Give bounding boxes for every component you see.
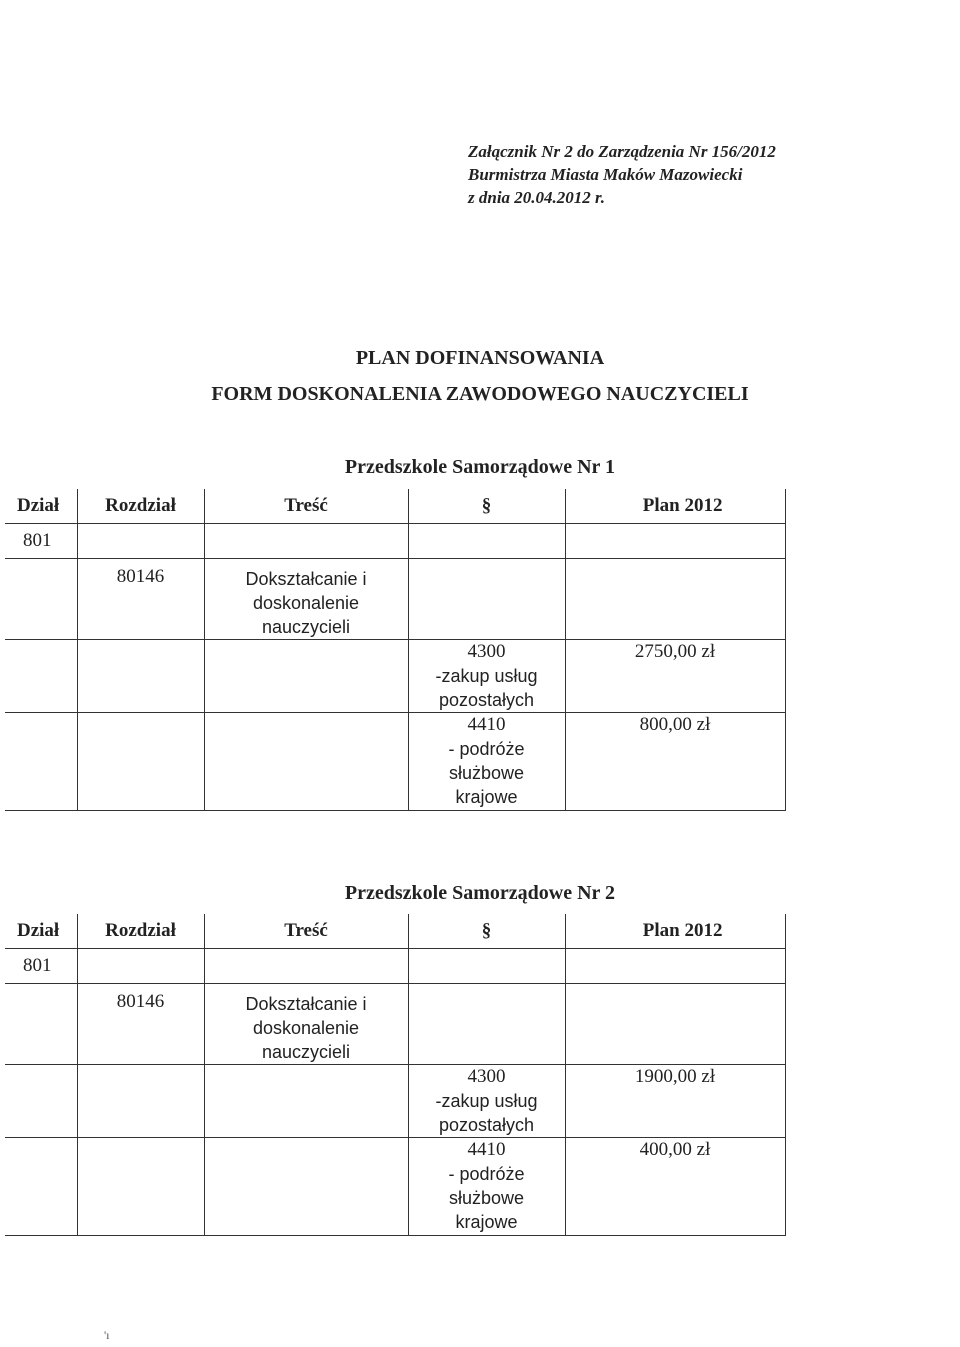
dzial-cell: 801 bbox=[5, 949, 77, 984]
paragraf-code: 4300 bbox=[467, 1066, 506, 1087]
paragraf-code: 4300 bbox=[467, 641, 506, 662]
empty-cell bbox=[5, 559, 77, 640]
column-header-plan: Plan 2012 bbox=[565, 489, 785, 524]
empty-cell bbox=[5, 1065, 77, 1138]
empty-cell bbox=[565, 949, 785, 984]
empty-cell bbox=[204, 1065, 408, 1138]
empty-cell bbox=[565, 984, 785, 1065]
paragraf-desc-line: służbowe bbox=[448, 1188, 525, 1208]
empty-cell bbox=[565, 559, 785, 640]
plan-amount: 1900,00 zł bbox=[565, 1065, 785, 1138]
empty-cell bbox=[204, 524, 408, 559]
paragraf-code: 4410 bbox=[467, 714, 506, 735]
empty-cell bbox=[77, 1138, 204, 1236]
column-header-rozdzial: Rozdział bbox=[77, 489, 204, 524]
empty-cell bbox=[204, 640, 408, 713]
table-row bbox=[5, 1138, 785, 1236]
empty-cell bbox=[5, 640, 77, 713]
table-row bbox=[5, 984, 785, 1065]
paragraf-desc-line: - podróże bbox=[448, 1164, 525, 1184]
paragraf-code: 4410 bbox=[467, 1139, 506, 1160]
rozdzial-cell: 80146 bbox=[77, 984, 204, 1065]
table-header-row bbox=[5, 489, 785, 524]
empty-cell bbox=[5, 713, 77, 811]
empty-cell bbox=[408, 949, 565, 984]
paragraf-desc-line: -zakup usług bbox=[435, 1091, 538, 1111]
paragraf-desc-line: krajowe bbox=[455, 1212, 518, 1232]
empty-cell bbox=[5, 984, 77, 1065]
tresc-line: doskonalenie bbox=[252, 1018, 360, 1038]
column-header-plan: Plan 2012 bbox=[565, 914, 785, 949]
plan-amount: 400,00 zł bbox=[565, 1138, 785, 1236]
document-title-line: PLAN DOFINANSOWANIA bbox=[355, 347, 605, 369]
empty-cell bbox=[77, 640, 204, 713]
empty-cell bbox=[77, 1065, 204, 1138]
tresc-line: Dokształcanie i bbox=[245, 569, 367, 589]
paragraf-desc-line: pozostałych bbox=[438, 1115, 535, 1135]
empty-cell bbox=[77, 949, 204, 984]
tresc-cell bbox=[204, 559, 408, 640]
school-title: Przedszkole Samorządowe Nr 1 bbox=[344, 456, 616, 478]
attachment-note-line: Załącznik Nr 2 do Zarządzenia Nr 156/2012 bbox=[468, 142, 776, 161]
tresc-line: Dokształcanie i bbox=[245, 994, 367, 1014]
empty-cell bbox=[565, 524, 785, 559]
document-title-line: FORM DOSKONALENIA ZAWODOWEGO NAUCZYCIELI bbox=[211, 383, 749, 405]
table-row bbox=[5, 1065, 785, 1138]
paragraf-desc-line: -zakup usług bbox=[435, 666, 538, 686]
column-header-rozdzial: Rozdział bbox=[77, 914, 204, 949]
empty-cell bbox=[204, 713, 408, 811]
paragraf-desc-line: służbowe bbox=[448, 763, 525, 783]
empty-cell bbox=[204, 949, 408, 984]
dzial-cell: 801 bbox=[5, 524, 77, 559]
tresc-line: nauczycieli bbox=[261, 617, 351, 637]
empty-cell bbox=[77, 713, 204, 811]
tresc-line: doskonalenie bbox=[252, 593, 360, 613]
empty-cell bbox=[408, 559, 565, 640]
column-header-tresc: Treść bbox=[204, 914, 408, 949]
table-row bbox=[5, 524, 785, 559]
attachment-note bbox=[468, 140, 776, 209]
stray-mark: 'ı bbox=[104, 1328, 110, 1342]
empty-cell bbox=[5, 1138, 77, 1236]
column-header-tresc: Treść bbox=[204, 489, 408, 524]
column-header-dzial: Dział bbox=[5, 489, 77, 524]
column-header-dzial: Dział bbox=[5, 914, 77, 949]
rozdzial-cell: 80146 bbox=[77, 559, 204, 640]
plan-table bbox=[5, 914, 786, 1236]
paragraf-desc-line: - podróże bbox=[448, 739, 525, 759]
empty-cell bbox=[408, 524, 565, 559]
plan-amount: 800,00 zł bbox=[565, 713, 785, 811]
table-header-row bbox=[5, 914, 785, 949]
paragraf-cell bbox=[408, 713, 565, 811]
empty-cell bbox=[77, 524, 204, 559]
table-row bbox=[5, 559, 785, 640]
paragraf-cell bbox=[408, 1065, 565, 1138]
attachment-note-line: z dnia 20.04.2012 r. bbox=[468, 188, 605, 207]
tresc-line: nauczycieli bbox=[261, 1042, 351, 1062]
school-title: Przedszkole Samorządowe Nr 2 bbox=[344, 882, 616, 904]
table-row bbox=[5, 949, 785, 984]
document-title bbox=[0, 340, 960, 412]
attachment-note-line: Burmistrza Miasta Maków Mazowiecki bbox=[468, 165, 743, 184]
table-row bbox=[5, 713, 785, 811]
plan-table bbox=[5, 489, 786, 811]
column-header-paragraf: § bbox=[408, 914, 565, 949]
empty-cell bbox=[204, 1138, 408, 1236]
paragraf-desc-line: pozostałych bbox=[438, 690, 535, 710]
column-header-paragraf: § bbox=[408, 489, 565, 524]
paragraf-desc-line: krajowe bbox=[455, 787, 518, 807]
table-row bbox=[5, 640, 785, 713]
empty-cell bbox=[408, 984, 565, 1065]
paragraf-cell bbox=[408, 640, 565, 713]
tresc-cell bbox=[204, 984, 408, 1065]
plan-amount: 2750,00 zł bbox=[565, 640, 785, 713]
paragraf-cell bbox=[408, 1138, 565, 1236]
